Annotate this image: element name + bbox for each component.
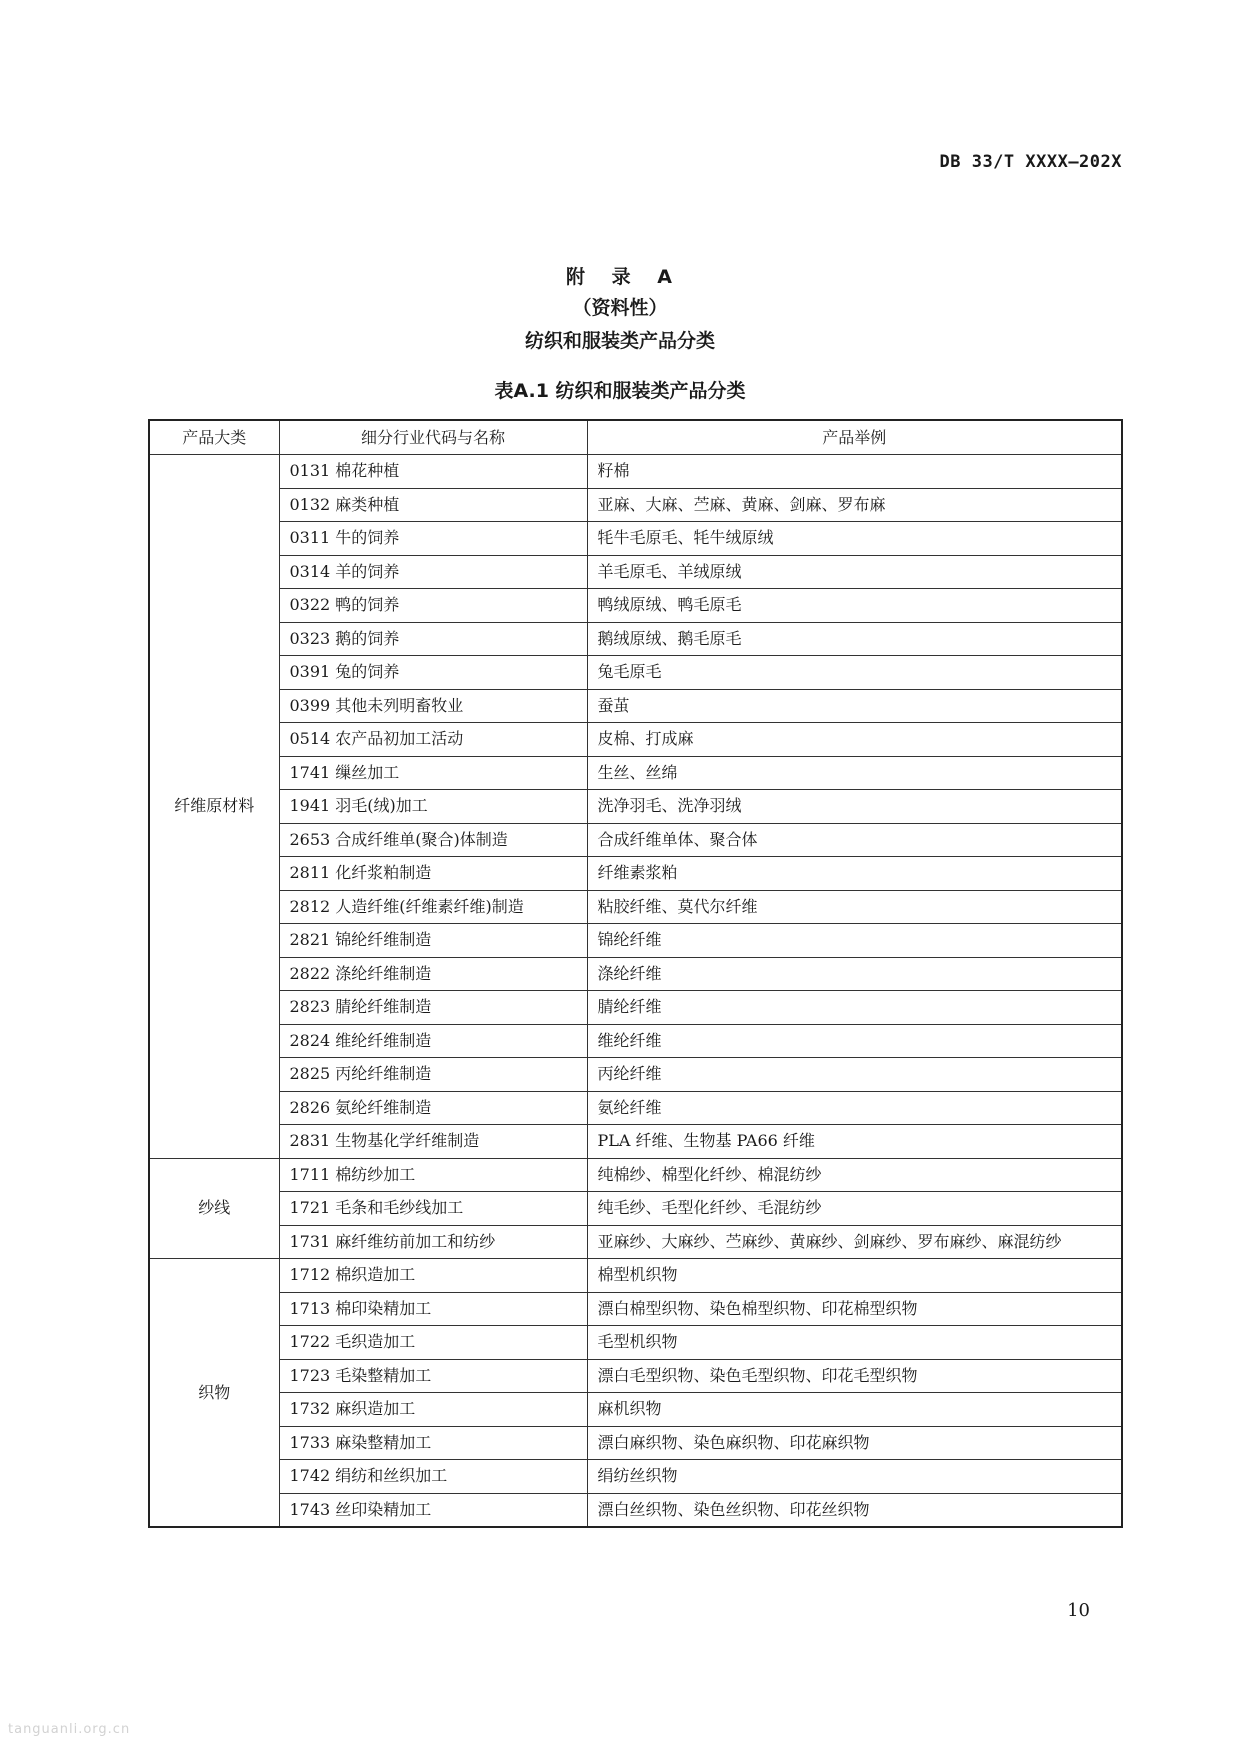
example-cell: 纯毛纱、毛型化纤纱、毛混纺纱	[587, 1192, 1122, 1226]
table-row	[149, 656, 1122, 690]
table-body	[149, 455, 1122, 1528]
example-cell: 毛型机织物	[587, 1326, 1122, 1360]
table-row	[149, 1359, 1122, 1393]
industry-cell: 2826 氨纶纤维制造	[279, 1091, 587, 1125]
industry-cell: 2811 化纤浆粕制造	[279, 857, 587, 891]
industry-cell: 0514 农产品初加工活动	[279, 723, 587, 757]
page-number: 10	[1067, 1600, 1090, 1621]
industry-cell: 1941 羽毛(绒)加工	[279, 790, 587, 824]
example-cell: 羊毛原毛、羊绒原绒	[587, 555, 1122, 589]
category-cell: 纱线	[149, 1158, 279, 1259]
table-row	[149, 1091, 1122, 1125]
example-cell: 亚麻纱、大麻纱、苎麻纱、黄麻纱、剑麻纱、罗布麻纱、麻混纺纱	[587, 1225, 1122, 1259]
example-cell: 亚麻、大麻、苎麻、黄麻、剑麻、罗布麻	[587, 488, 1122, 522]
table-row	[149, 689, 1122, 723]
table-row	[149, 756, 1122, 790]
table-row	[149, 1393, 1122, 1427]
table-row	[149, 857, 1122, 891]
table-row	[149, 1158, 1122, 1192]
example-cell: 维纶纤维	[587, 1024, 1122, 1058]
table-row	[149, 957, 1122, 991]
industry-cell: 0311 牛的饲养	[279, 522, 587, 556]
industry-cell: 2825 丙纶纤维制造	[279, 1058, 587, 1092]
table-row	[149, 1493, 1122, 1527]
industry-cell: 0131 棉花种植	[279, 455, 587, 489]
table-row	[149, 1426, 1122, 1460]
industry-cell: 2822 涤纶纤维制造	[279, 957, 587, 991]
industry-cell: 1742 绢纺和丝织加工	[279, 1460, 587, 1494]
example-cell: PLA 纤维、生物基 PA66 纤维	[587, 1125, 1122, 1159]
example-cell: 氨纶纤维	[587, 1091, 1122, 1125]
example-cell: 鸭绒原绒、鸭毛原毛	[587, 589, 1122, 623]
table-row	[149, 488, 1122, 522]
example-cell: 麻机织物	[587, 1393, 1122, 1427]
industry-cell: 0132 麻类种植	[279, 488, 587, 522]
industry-cell: 1743 丝印染精加工	[279, 1493, 587, 1527]
example-cell: 皮棉、打成麻	[587, 723, 1122, 757]
industry-cell: 2824 维纶纤维制造	[279, 1024, 587, 1058]
industry-cell: 0322 鸭的饲养	[279, 589, 587, 623]
appendix-title: 附 录 A	[566, 266, 682, 288]
example-cell: 锦纶纤维	[587, 924, 1122, 958]
industry-cell: 1713 棉印染精加工	[279, 1292, 587, 1326]
example-cell: 涤纶纤维	[587, 957, 1122, 991]
table-row	[149, 455, 1122, 489]
industry-cell: 1721 毛条和毛纱线加工	[279, 1192, 587, 1226]
standard-code: DB 33/T XXXX—202X	[939, 152, 1122, 172]
table-row	[149, 1058, 1122, 1092]
table-row	[149, 991, 1122, 1025]
example-cell: 粘胶纤维、莫代尔纤维	[587, 890, 1122, 924]
industry-cell: 2821 锦纶纤维制造	[279, 924, 587, 958]
table-header-row	[149, 420, 1122, 455]
example-cell: 丙纶纤维	[587, 1058, 1122, 1092]
industry-cell: 2831 生物基化学纤维制造	[279, 1125, 587, 1159]
example-cell: 蚕茧	[587, 689, 1122, 723]
industry-cell: 0314 羊的饲养	[279, 555, 587, 589]
example-cell: 漂白棉型织物、染色棉型织物、印花棉型织物	[587, 1292, 1122, 1326]
industry-cell: 1732 麻织造加工	[279, 1393, 587, 1427]
table-row	[149, 823, 1122, 857]
table-row	[149, 1192, 1122, 1226]
table-row	[149, 1024, 1122, 1058]
table-row	[149, 1326, 1122, 1360]
example-cell: 腈纶纤维	[587, 991, 1122, 1025]
table-row	[149, 1125, 1122, 1159]
table-row	[149, 1259, 1122, 1293]
header-category: 产品大类	[149, 420, 279, 455]
industry-cell: 0391 兔的饲养	[279, 656, 587, 690]
example-cell: 生丝、丝绵	[587, 756, 1122, 790]
table-row	[149, 1292, 1122, 1326]
example-cell: 纯棉纱、棉型化纤纱、棉混纺纱	[587, 1158, 1122, 1192]
table-row	[149, 890, 1122, 924]
table-row	[149, 723, 1122, 757]
category-cell: 织物	[149, 1259, 279, 1528]
example-cell: 洗净羽毛、洗净羽绒	[587, 790, 1122, 824]
industry-cell: 0323 鹅的饲养	[279, 622, 587, 656]
appendix-nature: （资料性）	[572, 297, 668, 319]
industry-cell: 1731 麻纤维纺前加工和纺纱	[279, 1225, 587, 1259]
industry-cell: 2653 合成纤维单(聚合)体制造	[279, 823, 587, 857]
industry-cell: 2823 腈纶纤维制造	[279, 991, 587, 1025]
table-row	[149, 555, 1122, 589]
table-caption: 表A.1 纺织和服装类产品分类	[494, 380, 746, 402]
header-example: 产品举例	[587, 420, 1122, 455]
example-cell: 牦牛毛原毛、牦牛绒原绒	[587, 522, 1122, 556]
table-row	[149, 1225, 1122, 1259]
industry-cell: 1723 毛染整精加工	[279, 1359, 587, 1393]
industry-cell: 1711 棉纺纱加工	[279, 1158, 587, 1192]
example-cell: 漂白毛型织物、染色毛型织物、印花毛型织物	[587, 1359, 1122, 1393]
industry-cell: 1741 缫丝加工	[279, 756, 587, 790]
table-row	[149, 589, 1122, 623]
table-row	[149, 790, 1122, 824]
example-cell: 绢纺丝织物	[587, 1460, 1122, 1494]
example-cell: 漂白麻织物、染色麻织物、印花麻织物	[587, 1426, 1122, 1460]
example-cell: 籽棉	[587, 455, 1122, 489]
example-cell: 鹅绒原绒、鹅毛原毛	[587, 622, 1122, 656]
industry-cell: 1733 麻染整精加工	[279, 1426, 587, 1460]
industry-cell: 1722 毛织造加工	[279, 1326, 587, 1360]
industry-cell: 1712 棉织造加工	[279, 1259, 587, 1293]
watermark: tanguanli.org.cn	[8, 1722, 131, 1737]
example-cell: 兔毛原毛	[587, 656, 1122, 690]
table-row	[149, 522, 1122, 556]
product-classification-table	[148, 419, 1123, 1528]
appendix-header	[0, 262, 1240, 358]
category-cell: 纤维原材料	[149, 455, 279, 1159]
example-cell: 合成纤维单体、聚合体	[587, 823, 1122, 857]
example-cell: 棉型机织物	[587, 1259, 1122, 1293]
example-cell: 纤维素浆粕	[587, 857, 1122, 891]
table-row	[149, 924, 1122, 958]
industry-cell: 2812 人造纤维(纤维素纤维)制造	[279, 890, 587, 924]
industry-cell: 0399 其他未列明畜牧业	[279, 689, 587, 723]
example-cell: 漂白丝织物、染色丝织物、印花丝织物	[587, 1493, 1122, 1527]
table-row	[149, 1460, 1122, 1494]
table-row	[149, 622, 1122, 656]
header-industry: 细分行业代码与名称	[279, 420, 587, 455]
appendix-subject: 纺织和服装类产品分类	[524, 330, 715, 352]
